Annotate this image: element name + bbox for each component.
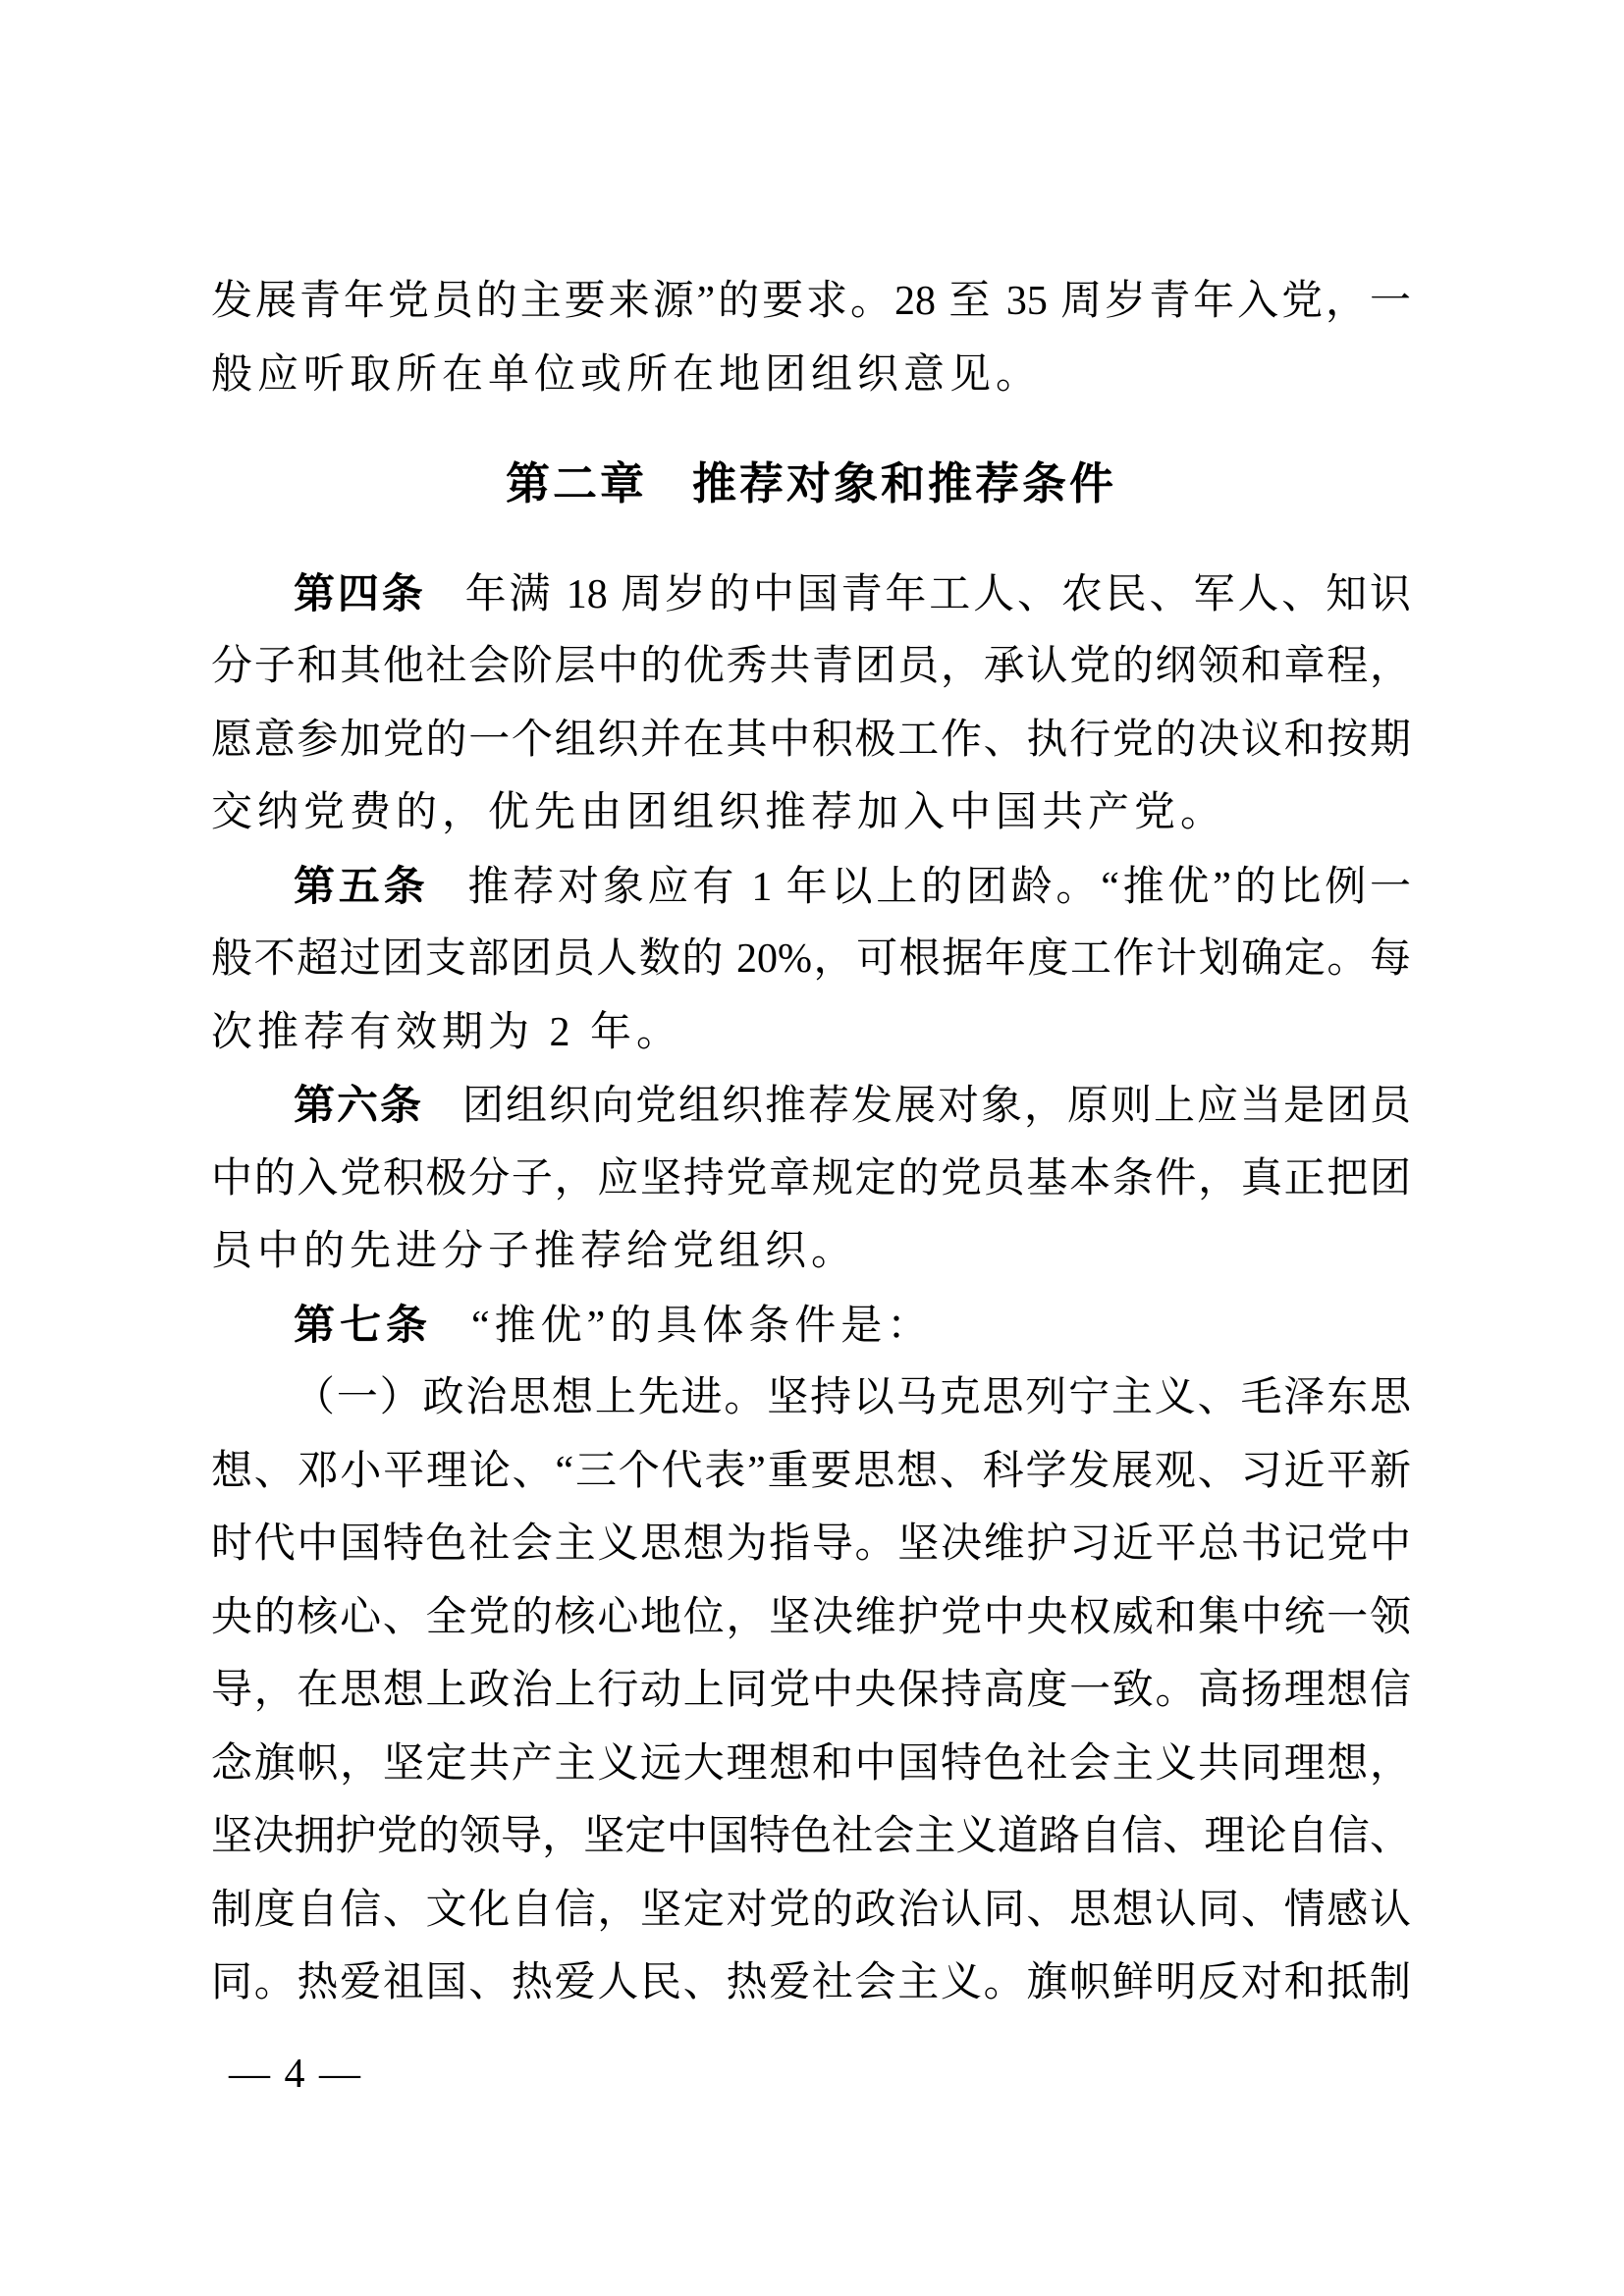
line-text: 制度自信、文化自信，坚定对党的政治认同、思想认同、情感认 bbox=[211, 1887, 1411, 1933]
line-text: 年满 18 周岁的中国青年工人、农民、军人、知识 bbox=[464, 571, 1411, 617]
text-line bbox=[211, 630, 1411, 704]
line-text: 发展青年党员的主要来源”的要求。28 至 35 周岁青年入党，一 bbox=[211, 279, 1411, 324]
line-text: 分子和其他社会阶层中的优秀共青团员，承认党的纲领和章程， bbox=[211, 644, 1411, 689]
text-line bbox=[211, 1800, 1411, 1874]
text-line bbox=[211, 996, 1411, 1070]
chapter-heading bbox=[211, 448, 1411, 521]
article-number: 第七条 bbox=[294, 1301, 433, 1348]
article-number: 第五条 bbox=[294, 862, 429, 909]
line-text: 次推荐有效期为 2 年。 bbox=[211, 1009, 683, 1055]
text-line bbox=[211, 1874, 1411, 1948]
text-line bbox=[211, 1289, 1411, 1362]
line-text: “推优”的具体条件是： bbox=[471, 1303, 934, 1349]
text-line bbox=[211, 339, 1411, 412]
article-number: 第六条 bbox=[294, 1082, 423, 1128]
line-text: 般应听取所在单位或所在地团组织意见。 bbox=[211, 351, 1043, 398]
text-line bbox=[211, 1654, 1411, 1728]
line-text: 坚决拥护党的领导，坚定中国特色社会主义道路自信、理论自信、 bbox=[211, 1814, 1411, 1859]
article-number: 第四条 bbox=[294, 569, 426, 616]
page-number: — 4 — bbox=[229, 2052, 362, 2097]
line-text: 央的核心、全党的核心地位，坚决维护党中央权威和集中统一领 bbox=[211, 1594, 1411, 1640]
chapter-number: 第二章 bbox=[505, 458, 647, 508]
text-line bbox=[211, 1069, 1411, 1143]
line-text: （一）政治思想上先进。坚持以马克思列宁主义、毛泽东思 bbox=[294, 1375, 1411, 1420]
line-text: 推荐对象应有 1 年以上的团龄。“推优”的比例一 bbox=[467, 864, 1411, 910]
line-text: 团组织向党组织推荐发展对象，原则上应当是团员 bbox=[462, 1084, 1411, 1129]
text-line bbox=[211, 1581, 1411, 1655]
line-text: 愿意参加党的一个组织并在其中积极工作、执行党的决议和按期 bbox=[211, 717, 1411, 763]
text-line bbox=[211, 1728, 1411, 1801]
text-line bbox=[211, 704, 1411, 777]
text-line bbox=[211, 1362, 1411, 1435]
text-line bbox=[211, 1143, 1411, 1216]
text-line bbox=[211, 1508, 1411, 1581]
line-text: 导，在思想上政治上行动上同党中央保持高度一致。高扬理想信 bbox=[211, 1668, 1411, 1713]
document-body bbox=[211, 265, 1411, 2020]
line-text: 交纳党费的，优先由团组织推荐加入中国共产党。 bbox=[211, 790, 1227, 835]
chapter-title: 推荐对象和推荐条件 bbox=[692, 458, 1117, 508]
text-line bbox=[211, 776, 1411, 850]
line-text: 般不超过团支部团员人数的 20%，可根据年度工作计划确定。每 bbox=[211, 936, 1411, 982]
text-line bbox=[211, 1435, 1411, 1509]
text-line bbox=[211, 923, 1411, 996]
line-text: 时代中国特色社会主义思想为指导。坚决维护习近平总书记党中 bbox=[211, 1522, 1411, 1567]
line-text: 员中的先进分子推荐给党组织。 bbox=[211, 1229, 858, 1274]
line-text: 同。热爱祖国、热爱人民、热爱社会主义。旗帜鲜明反对和抵制 bbox=[211, 1960, 1411, 2005]
text-line bbox=[211, 850, 1411, 924]
line-text: 中的入党积极分子，应坚持党章规定的党员基本条件，真正把团 bbox=[211, 1155, 1411, 1201]
text-line bbox=[211, 265, 1411, 339]
text-line bbox=[211, 558, 1411, 631]
line-text: 念旗帜，坚定共产主义远大理想和中国特色社会主义共同理想， bbox=[211, 1740, 1411, 1787]
text-line bbox=[211, 1215, 1411, 1289]
line-text: 想、邓小平理论、“三个代表”重要思想、科学发展观、习近平新 bbox=[211, 1448, 1411, 1494]
page-footer bbox=[229, 2050, 362, 2099]
text-line bbox=[211, 1947, 1411, 2020]
